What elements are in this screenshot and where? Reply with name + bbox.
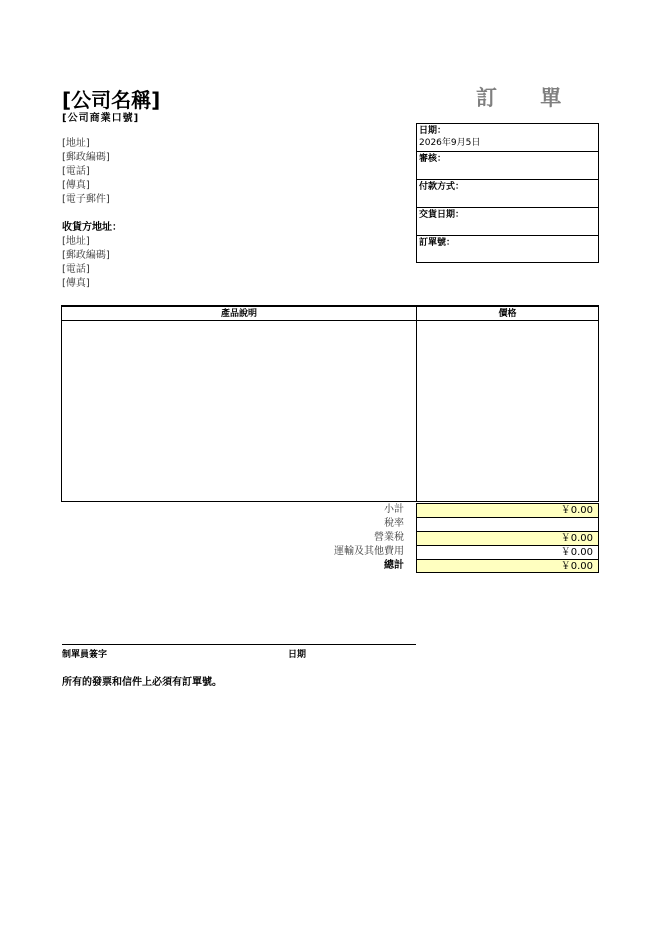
column-header-description: 產品說明 [220,309,257,319]
delivery-date-field[interactable] [417,208,598,236]
ship-to-postcode-line: [郵政編碼] [62,250,110,261]
sender-email-line: [電子郵件] [62,194,110,205]
total-value: ￥0.00 [416,559,599,573]
company-slogan: [公司商業口號] [62,113,140,124]
date-value: 2026年9月5日 [419,138,481,148]
date-label: 日期： [419,126,447,136]
preparer-signature-label: 制單員簽字 [62,650,108,660]
approved-field[interactable] [417,152,598,180]
order-info-box [416,123,599,263]
tax-rate-value[interactable] [416,517,599,531]
shipping-label: 運輸及其他費用 [334,546,404,557]
sender-fax-line: [傳真] [62,180,90,191]
sender-phone-line: [電話] [62,166,90,177]
payment-method-field[interactable] [417,180,598,208]
order-number-field[interactable] [417,236,598,262]
description-cell[interactable] [62,321,416,500]
subtotal-label: 小計 [384,504,404,515]
shipping-value[interactable]: ￥0.00 [416,545,599,559]
sender-postcode-line: [郵政編碼] [62,152,110,163]
signature-line [62,644,416,645]
items-table [61,305,599,502]
column-header-price: 價格 [498,309,517,319]
ship-to-address-line: [地址] [62,236,90,247]
approved-label: 審核： [419,154,447,164]
delivery-date-label: 交貨日期： [419,210,465,220]
ship-to-label: 收貨方地址： [62,222,122,233]
price-cell[interactable] [417,321,598,500]
sender-address-line: [地址] [62,138,90,149]
payment-method-label: 付款方式： [419,182,465,192]
tax-rate-label: 稅率 [384,518,404,529]
company-name: [公司名稱] [62,88,161,112]
sales-tax-value: ￥0.00 [416,531,599,545]
document-title: 訂 單 [476,86,580,110]
sales-tax-label: 營業稅 [374,532,404,543]
footer-note: 所有的發票和信件上必須有訂單號。 [62,677,222,688]
ship-to-phone-line: [電話] [62,264,90,275]
total-label: 總計 [384,560,404,571]
ship-to-fax-line: [傳真] [62,278,90,289]
items-table-header [62,307,598,321]
subtotal-value: ￥0.00 [416,503,599,517]
signature-date-label: 日期 [288,650,307,660]
order-number-label: 訂單號： [419,238,456,248]
date-field[interactable] [417,124,598,152]
